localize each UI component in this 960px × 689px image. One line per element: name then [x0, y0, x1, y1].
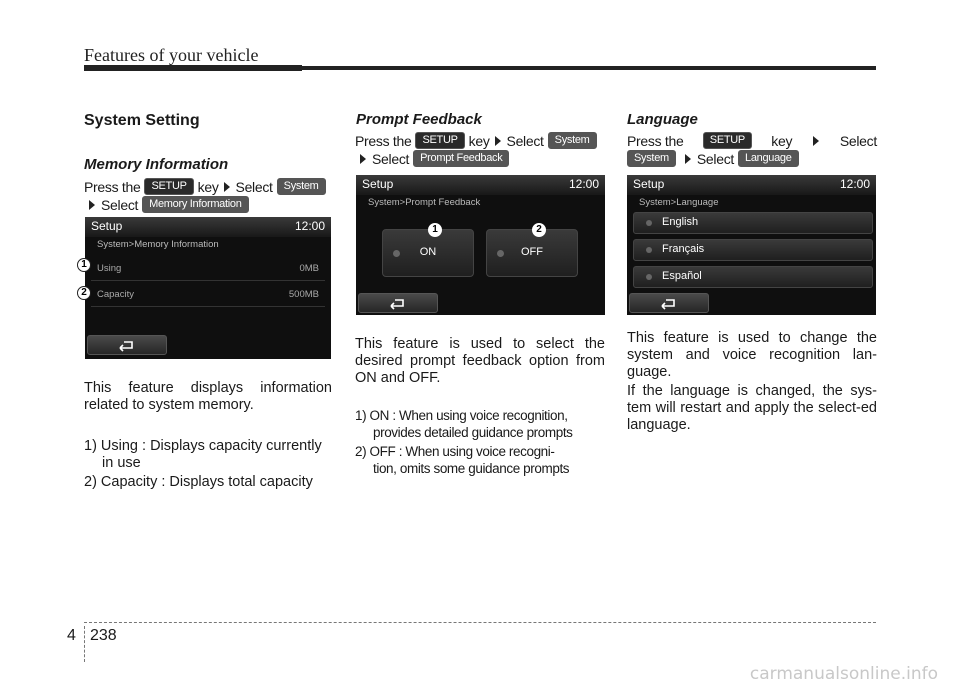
language-option-espanol[interactable] [633, 266, 873, 288]
screen-title: Setup [633, 177, 665, 191]
memory-row-using [91, 257, 325, 281]
memory-instruction-line2 [84, 196, 253, 213]
press-text: Press the [355, 132, 412, 149]
option-label: Français [662, 243, 705, 255]
key-text: key [771, 132, 793, 149]
setup-key-badge: SETUP [144, 178, 193, 195]
header-rule [84, 66, 876, 70]
prompt-description: This feature is used to select the desired prompt feedback option from ON and OFF. [355, 336, 605, 386]
callout-1: 1 [428, 223, 442, 237]
screen-title: Setup [91, 219, 123, 233]
item-text: 2) OFF : When using voice recogni- [355, 444, 555, 459]
press-text: Press the [627, 132, 684, 149]
watermark: carmanualsonline.info [749, 664, 938, 684]
key-text: key [197, 178, 219, 195]
language-instruction-line1 [627, 132, 877, 149]
option-off-button[interactable] [486, 229, 578, 277]
arrow-right-icon [495, 136, 501, 146]
memory-screen [85, 217, 331, 359]
prompt-item-1 [355, 407, 607, 441]
radio-indicator [646, 247, 652, 253]
language-instruction-line2 [627, 150, 803, 167]
memory-item-1 [84, 438, 340, 472]
select-text: Select [101, 196, 139, 213]
language-heading: Language [627, 111, 698, 128]
arrow-right-icon [685, 154, 691, 164]
system-badge: System [627, 150, 676, 167]
chapter-number: 4 [67, 627, 76, 644]
callout-2: 2 [532, 223, 546, 237]
screen-clock: 12:00 [568, 177, 599, 191]
option-label: ON [419, 246, 437, 258]
section-title: System Setting [84, 112, 200, 129]
option-label: Español [662, 270, 702, 282]
language-description-2: If the language is changed, the sys-tem will restart and apply the select-ed language. [627, 383, 877, 433]
prompt-screen [356, 175, 605, 315]
prompt-instruction-line1 [355, 132, 601, 149]
item-text: 1) ON : When using voice recognition, [355, 408, 568, 423]
radio-indicator [646, 220, 652, 226]
language-option-english[interactable] [633, 212, 873, 234]
item-text: 1) Using : Displays capacity currently [84, 438, 322, 454]
language-description-1: This feature is used to change the system and voice recognition lan-guage. [627, 330, 877, 380]
back-arrow-icon [389, 297, 407, 310]
memory-information-badge: Memory Information [142, 196, 248, 213]
language-badge: Language [738, 150, 799, 167]
footer-rule [84, 622, 876, 623]
memory-row-capacity [91, 283, 325, 307]
item-text-cont: tion, omits some guidance prompts [373, 461, 570, 476]
arrow-right-icon [224, 182, 230, 192]
arrow-right-icon [89, 200, 95, 210]
select-text: Select [696, 150, 734, 167]
screen-breadcrumb: System>Memory Information [97, 239, 219, 250]
select-text: Select [372, 150, 410, 167]
prompt-feedback-badge: Prompt Feedback [413, 150, 509, 167]
back-arrow-icon [118, 339, 136, 352]
prompt-instruction-line2 [355, 150, 513, 167]
press-text: Press the [84, 178, 141, 195]
screen-clock: 12:00 [294, 219, 325, 233]
back-button[interactable] [87, 335, 167, 355]
radio-indicator [646, 274, 652, 280]
memory-item-2 [84, 474, 340, 491]
option-on-button[interactable] [382, 229, 474, 277]
memory-heading: Memory Information [84, 156, 229, 173]
arrow-right-icon [813, 136, 819, 146]
system-badge: System [548, 132, 597, 149]
prompt-heading: Prompt Feedback [356, 111, 482, 128]
back-button[interactable] [358, 293, 438, 313]
item-text-cont: in use [102, 455, 141, 471]
memory-instruction-line1 [84, 178, 330, 195]
callout-2: 2 [77, 286, 91, 300]
arrow-right-icon [360, 154, 366, 164]
row-label: Capacity [97, 289, 134, 300]
select-text: Select [839, 132, 877, 149]
screen-breadcrumb: System>Prompt Feedback [368, 197, 481, 208]
option-label: English [662, 216, 699, 228]
screen-clock: 12:00 [839, 177, 870, 191]
memory-description: This feature displays information related to system memory. [84, 380, 332, 413]
item-text-cont: provides detailed guidance prompts [373, 425, 573, 440]
page-header-title: Features of your vehicle [84, 45, 259, 65]
select-text: Select [506, 132, 544, 149]
page-number: 238 [90, 627, 117, 644]
back-arrow-icon [660, 297, 678, 310]
system-badge: System [277, 178, 326, 195]
screen-breadcrumb: System>Language [639, 197, 719, 208]
row-value: 0MB [299, 263, 319, 274]
row-label: Using [97, 263, 122, 274]
key-text: key [468, 132, 490, 149]
screen-title: Setup [362, 177, 394, 191]
language-option-francais[interactable] [633, 239, 873, 261]
setup-key-badge: SETUP [415, 132, 464, 149]
select-text: Select [235, 178, 273, 195]
language-screen [627, 175, 876, 315]
prompt-item-2 [355, 443, 607, 477]
setup-key-badge: SETUP [703, 132, 752, 149]
back-button[interactable] [629, 293, 709, 313]
callout-1: 1 [77, 258, 91, 272]
item-text: 2) Capacity : Displays total capacity [84, 474, 313, 490]
option-label: OFF [521, 246, 543, 258]
row-value: 500MB [288, 289, 319, 300]
footer-separator [84, 626, 85, 662]
